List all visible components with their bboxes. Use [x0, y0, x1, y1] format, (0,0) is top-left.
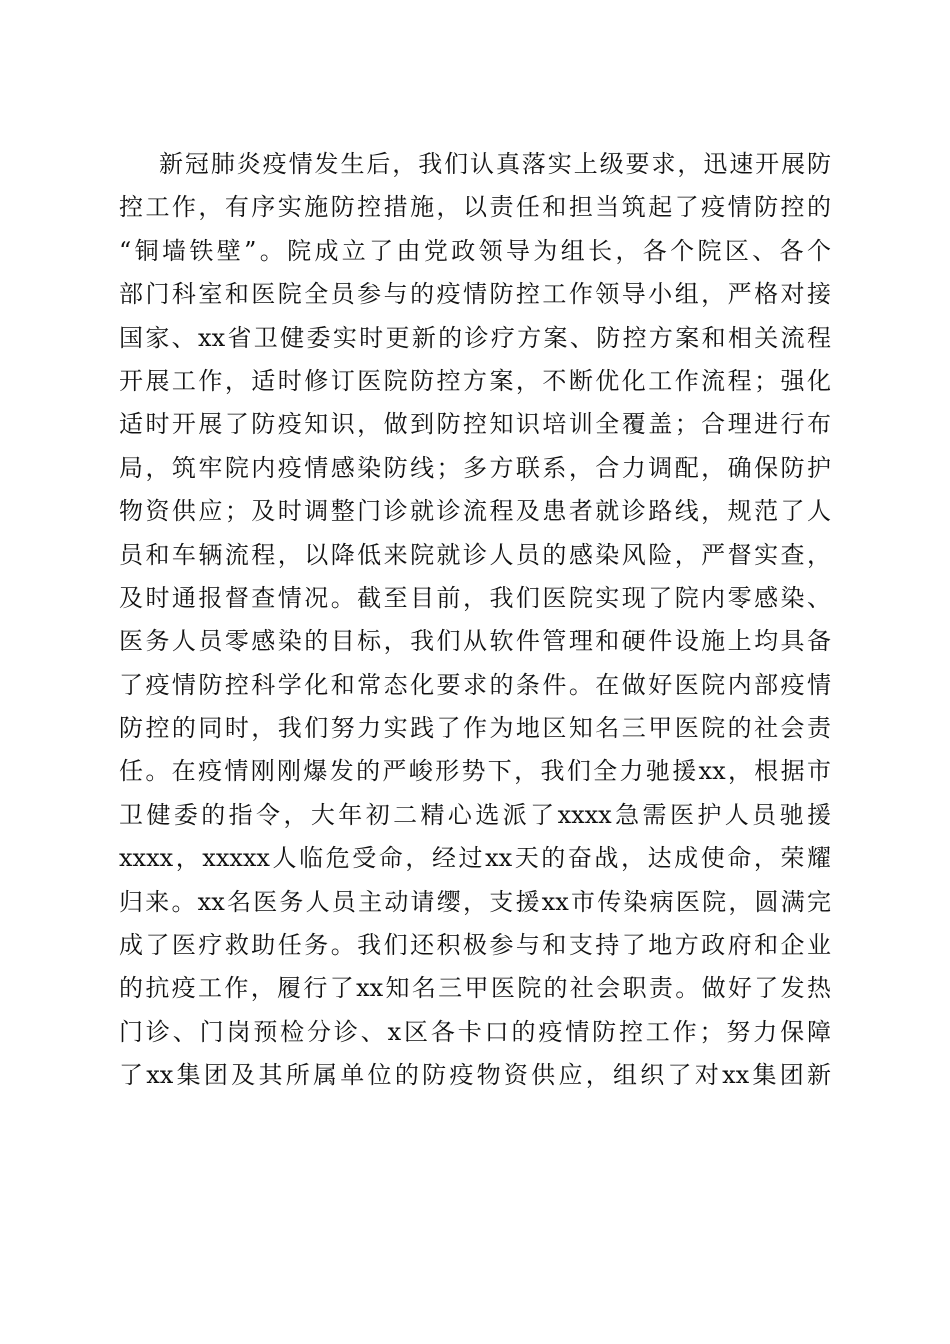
text-line: 开展工作，适时修订医院防控方案，不断优化工作流程；强化	[119, 366, 831, 395]
text-line: 部门科室和医院全员参与的疫情防控工作领导小组，严格对接	[119, 280, 831, 309]
text-line: 局，筑牢院内疫情感染防线；多方联系，合力调配，确保防护	[119, 453, 831, 482]
text-line: 控工作，有序实施防控措施，以责任和担当筑起了疫情防控的	[119, 193, 831, 222]
text-line: 及时通报督查情况。截至目前，我们医院实现了院内零感染、	[119, 583, 831, 612]
text-line: 任。在疫情刚刚爆发的严峻形势下，我们全力驰援xx，根据市	[119, 757, 831, 786]
text-line: “铜墙铁壁”。院成立了由党政领导为组长，各个院区、各个	[119, 236, 831, 265]
body-paragraph	[119, 143, 831, 1098]
text-line: 了疫情防控科学化和常态化要求的条件。在做好医院内部疫情	[119, 670, 831, 699]
text-line: xxxx，xxxxx人临危受命，经过xx天的奋战，达成使命，荣耀	[119, 844, 831, 873]
text-line: 了xx集团及其所属单位的防疫物资供应，组织了对xx集团新	[119, 1061, 831, 1090]
text-line: 医务人员零感染的目标，我们从软件管理和硬件设施上均具备	[119, 627, 831, 656]
text-line: 防控的同时，我们努力实践了作为地区知名三甲医院的社会责	[119, 714, 831, 743]
text-line: 的抗疫工作，履行了xx知名三甲医院的社会职责。做好了发热	[119, 974, 831, 1003]
text-line: 门诊、门岗预检分诊、x区各卡口的疫情防控工作；努力保障	[119, 1017, 831, 1046]
text-line: 国家、xx省卫健委实时更新的诊疗方案、防控方案和相关流程	[119, 323, 831, 352]
text-line: 新冠肺炎疫情发生后，我们认真落实上级要求，迅速开展防	[159, 150, 831, 178]
text-line: 成了医疗救助任务。我们还积极参与和支持了地方政府和企业	[119, 931, 831, 960]
text-line: 卫健委的指令，大年初二精心选派了xxxx急需医护人员驰援	[119, 800, 831, 829]
text-line: 员和车辆流程，以降低来院就诊人员的感染风险，严督实查，	[119, 540, 831, 569]
text-line: 归来。xx名医务人员主动请缨，支援xx市传染病医院，圆满完	[119, 887, 831, 916]
text-line: 适时开展了防疫知识，做到防控知识培训全覆盖；合理进行布	[119, 410, 831, 439]
text-line: 物资供应；及时调整门诊就诊流程及患者就诊路线，规范了人	[119, 497, 831, 526]
